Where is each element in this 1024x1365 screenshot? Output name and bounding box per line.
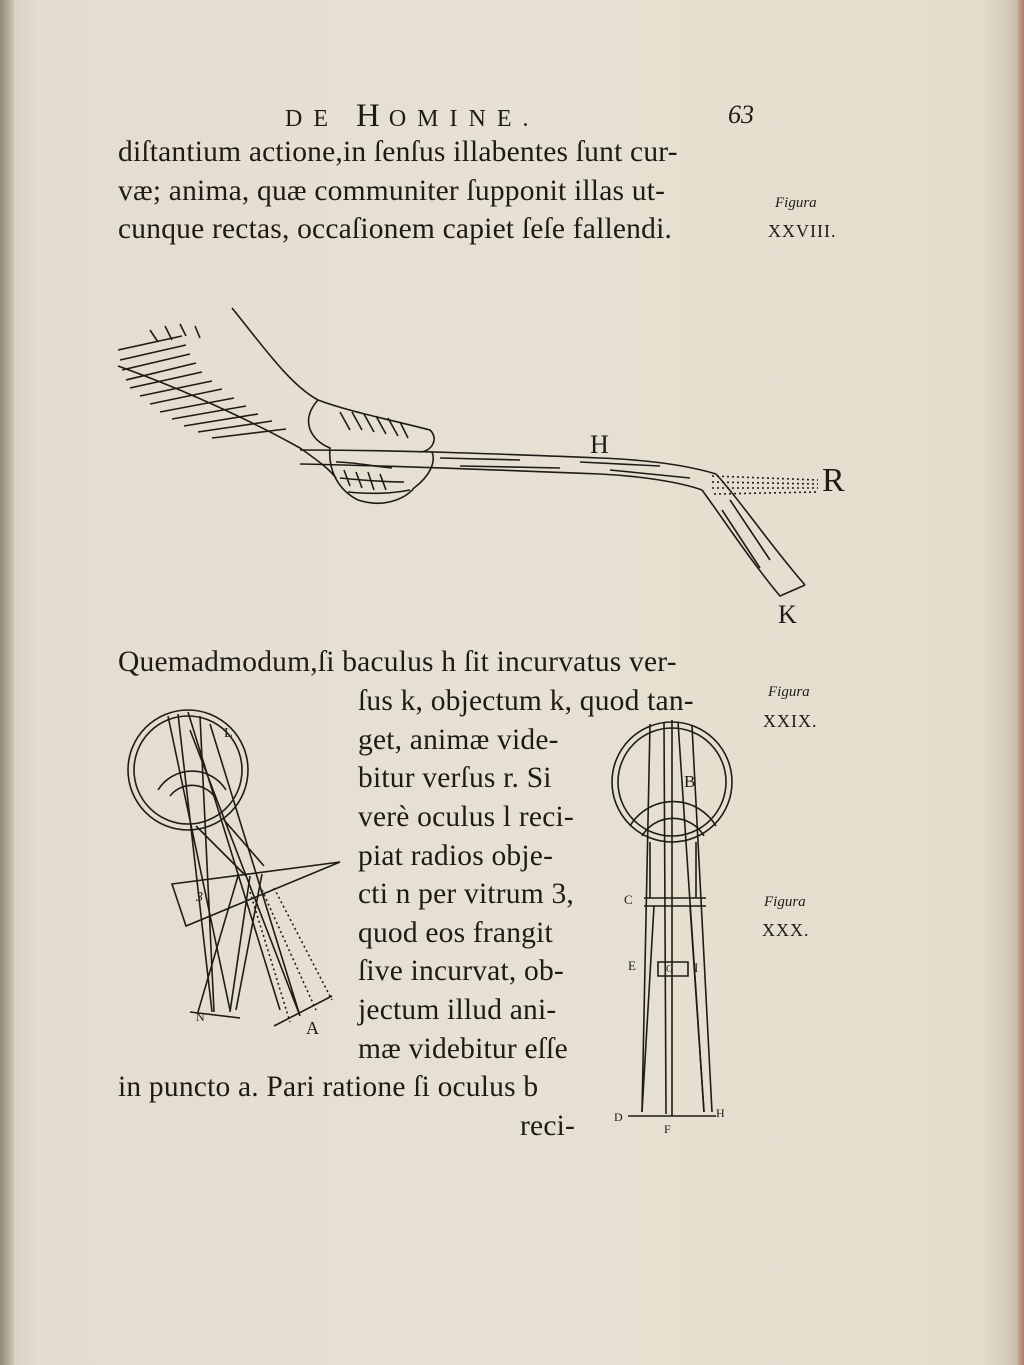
figure-30-label-D: D	[614, 1110, 623, 1124]
figure-30-label-B: B	[684, 772, 696, 791]
figure-30-label-E: E	[628, 958, 636, 973]
running-head-part2: OMINE.	[388, 106, 540, 132]
figure-30-label-I: I	[694, 960, 699, 975]
text-line: piat radios obje-	[358, 840, 554, 872]
figure-29-label-A: A	[306, 1018, 319, 1038]
figure-29-label-L: L	[224, 726, 233, 741]
eye-B-lens	[630, 802, 716, 836]
text-line: quod eos frangit	[358, 917, 553, 949]
text-line: verè oculus l reci-	[358, 801, 574, 833]
margin-figure-number: XXIX.	[763, 711, 818, 731]
page-number: 63	[728, 100, 754, 129]
text-line: in puncto a. Pari ratione ſi oculus b	[118, 1071, 539, 1103]
text-line: bitur verſus r. Si	[358, 762, 552, 794]
margin-figure-label: Figura	[775, 195, 817, 211]
margin-figure-number: XXVIII.	[768, 221, 837, 241]
text-line: jectum illud ani-	[358, 994, 557, 1026]
figure-30-label-G: G	[666, 964, 674, 975]
margin-figure-number: XXX.	[762, 920, 810, 940]
text-line: cti n per vitrum 3,	[358, 878, 574, 910]
tube-outline	[642, 906, 704, 1112]
text-line: cunque rectas, occaſionem capiet ſeſe fallendi.	[118, 213, 673, 245]
text-line: ſus k, objectum k, quod tan-	[358, 685, 694, 717]
text-line: ſive incurvat, ob-	[358, 955, 564, 987]
figure-28-label-H: H	[590, 430, 609, 459]
figure-30-label-F: F	[664, 1122, 671, 1136]
text-line: diſtantium actione,in ſenſus illabentes ſunt cur-	[118, 136, 678, 168]
figure-30-label-C: C	[624, 892, 633, 907]
figure-30-label-H: H	[716, 1106, 725, 1120]
text-line: væ; anima, quæ communiter ſupponit illas ut-	[118, 175, 666, 207]
text-line: get, animæ vide-	[358, 724, 559, 756]
text-line: Quemadmodum,ſi baculus h ſit incurvatus ver-	[118, 646, 677, 678]
figure-28-label-R: R	[822, 462, 845, 499]
figure-28-label-K: K	[778, 600, 797, 629]
margin-figure-label: Figura	[764, 894, 806, 910]
lens-C	[644, 898, 706, 906]
margin-figure-label: Figura	[768, 684, 810, 700]
text-line: mæ videbitur eſſe	[358, 1033, 568, 1065]
text-line: reci-	[520, 1110, 576, 1142]
running-head-part1: DE	[285, 106, 339, 132]
running-head-cap: H	[356, 98, 389, 134]
figure-29-label-N: N	[196, 1010, 205, 1024]
figure-29-label-3: 3	[196, 890, 203, 905]
